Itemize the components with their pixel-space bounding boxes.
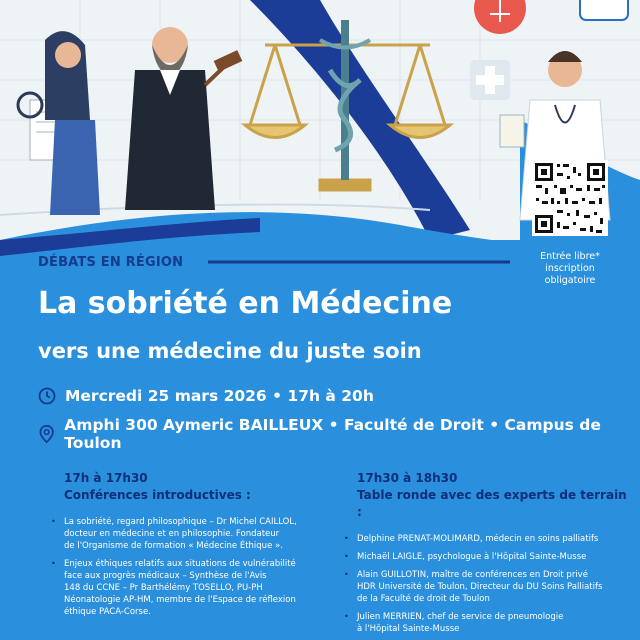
location-row <box>38 416 640 452</box>
program-right-time: 17h30 à 18h30 <box>357 471 458 485</box>
event-location: Amphi 300 Aymeric BAILLEUX • Faculté de Droit • Campus de Toulon <box>64 416 601 452</box>
registration-note <box>515 251 625 287</box>
program-left-heading: Conférences introductives : <box>64 488 251 502</box>
kicker: DÉBATS EN RÉGION <box>38 255 184 270</box>
list-item: • Julien MERRIEN, chef de service de pneumologie à l'Hôpital Sainte-Musse <box>357 611 632 635</box>
list-item: • La sobriété, regard philosophique – Dr Michel CAILLOL, docteur en médecine et en philosophie. Fondateur de l'Organisme de formation « Médecine Éthique ». <box>64 516 334 552</box>
program-right <box>357 470 632 640</box>
page-subtitle: vers une médecine du juste soin <box>38 339 422 363</box>
program-left-time: 17h à 17h30 <box>64 471 148 485</box>
list-item: • Enjeux éthiques relatifs aux situations de vulnérabilité face aux progrès médicaux – Synthèse de l'Avis 148 du CCNE – Pr Barthélémy TOSELLO, PU-PH Néonatologie AP-HM, membre de l'Espace de réflexion éthique PACA-Corse. <box>64 558 334 618</box>
date-row <box>38 387 374 405</box>
qr-code[interactable] <box>532 160 608 236</box>
registration-line-3: obligatoire <box>544 275 596 286</box>
list-item: • Delphine PRENAT-MOLIMARD, médecin en soins palliatifs <box>357 533 632 545</box>
program-right-list <box>357 533 632 635</box>
program-right-heading: Table ronde avec des experts de terrain : <box>357 488 627 519</box>
location-pin-icon <box>38 424 55 444</box>
page-title: La sobriété en Médecine <box>38 286 453 321</box>
qr-code-graphic <box>532 160 608 236</box>
list-item: • Michaël LAIGLE, psychologue à l'Hôpital Sainte-Musse <box>357 551 632 563</box>
registration-line-2: inscription <box>545 263 595 274</box>
program-left <box>64 470 334 624</box>
registration-line-1: Entrée libre* <box>540 251 600 262</box>
event-date: Mercredi 25 mars 2026 • 17h à 20h <box>65 387 374 405</box>
clock-icon <box>38 387 56 405</box>
program-left-list <box>64 516 334 618</box>
list-item: • Alain GUILLOTIN, maître de conférences en Droit privé HDR Université de Toulon, Directeur du DU Soins Palliatifs de la Faculté de droit de Toulon <box>357 569 632 605</box>
